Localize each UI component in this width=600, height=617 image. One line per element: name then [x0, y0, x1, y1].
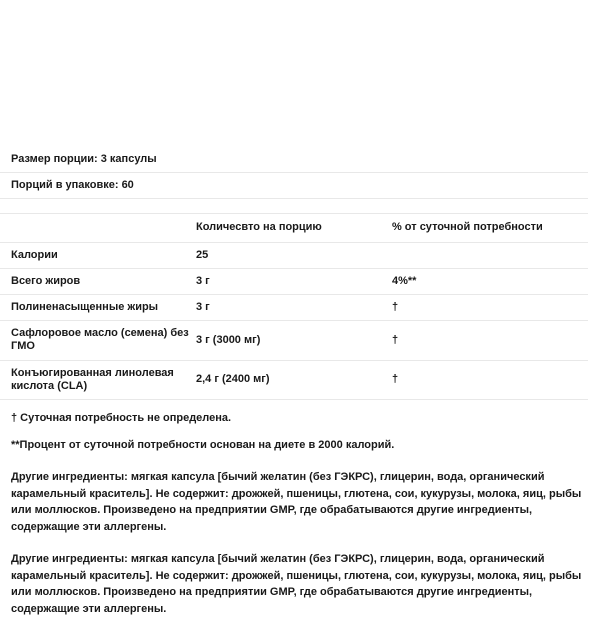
nutrition-facts-table — [0, 147, 588, 400]
servings-per-container-row — [0, 173, 588, 199]
table-row — [0, 242, 588, 268]
nutrition-facts-body — [0, 147, 588, 399]
nutrient-name: Калории — [11, 248, 58, 261]
serving-size-label: Размер порции: 3 капсулы — [11, 153, 157, 165]
column-header-amount-per-serving: Количесвто на порцию — [195, 221, 322, 234]
nutrient-daily-value: † — [391, 373, 399, 386]
table-row — [0, 360, 588, 399]
nutrient-daily-value: † — [391, 300, 399, 313]
table-row — [0, 268, 588, 294]
nutrient-daily-value: † — [391, 333, 399, 346]
nutrient-name: Полиненасыщенные жиры — [11, 300, 159, 313]
nutrient-name: Всего жиров — [11, 274, 81, 287]
servings-per-container-label: Порций в упаковке: 60 — [11, 179, 134, 192]
other-ingredients-paragraph: Другие ингредиенты: мягкая капсула [бычий желатин (без ГЭКРС), глицерин, вода, органический карамельный краситель]. Не содержит: дрожжей, пшеницы, глютена, сои, кукурузы, молока, яиц, рыбы или моллюсков. Произведено на предприятии GMP, где обрабатываются другие ингредиенты, содержащие эти аллергены. — [11, 471, 582, 533]
spacer-cell-name — [0, 199, 196, 214]
table-row — [0, 294, 588, 320]
footnote-percent-daily-value-basis: **Процент от суточной потребности основан на диете в 2000 калорий. — [11, 438, 395, 451]
nutrient-name: Конъюгированная линолевая кислота (CLA) — [11, 366, 174, 392]
column-header-daily-value: % от суточной потребности — [391, 221, 543, 234]
spacer-cell-dv — [392, 199, 588, 214]
nutrient-amount: 2,4 г (2400 мг) — [195, 373, 270, 386]
nutrient-name: Сафлоровое масло (семена) без ГМО — [11, 327, 189, 353]
column-header-name — [0, 214, 196, 242]
footnotes-section — [0, 412, 600, 453]
nutrient-amount: 3 г (3000 мг) — [195, 333, 261, 346]
table-spacer-row — [0, 199, 588, 214]
spacer-cell-amount — [196, 199, 392, 214]
footnote-daily-value-not-established: † Суточная потребность не определена. — [11, 411, 232, 424]
table-row — [0, 321, 588, 360]
serving-size-row — [0, 147, 588, 173]
supplement-facts-panel — [0, 147, 600, 617]
other-ingredients-section — [0, 469, 600, 617]
nutrient-amount: 3 г — [195, 274, 210, 287]
other-ingredients-paragraph: Другие ингредиенты: мягкая капсула [бычий желатин (без ГЭКРС), глицерин, вода, органический карамельный краситель]. Не содержит: дрожжей, пшеницы, глютена, сои, кукурузы, молока, яиц, рыбы или моллюсков. Произведено на предприятии GMP, где обрабатываются другие ингредиенты, содержащие эти аллергены. — [11, 553, 582, 615]
nutrient-amount: 25 — [195, 248, 209, 261]
nutrient-daily-value: 4%** — [391, 274, 417, 287]
nutrient-daily-value — [392, 242, 588, 268]
table-header-row — [0, 214, 588, 242]
nutrient-amount: 3 г — [195, 300, 210, 313]
